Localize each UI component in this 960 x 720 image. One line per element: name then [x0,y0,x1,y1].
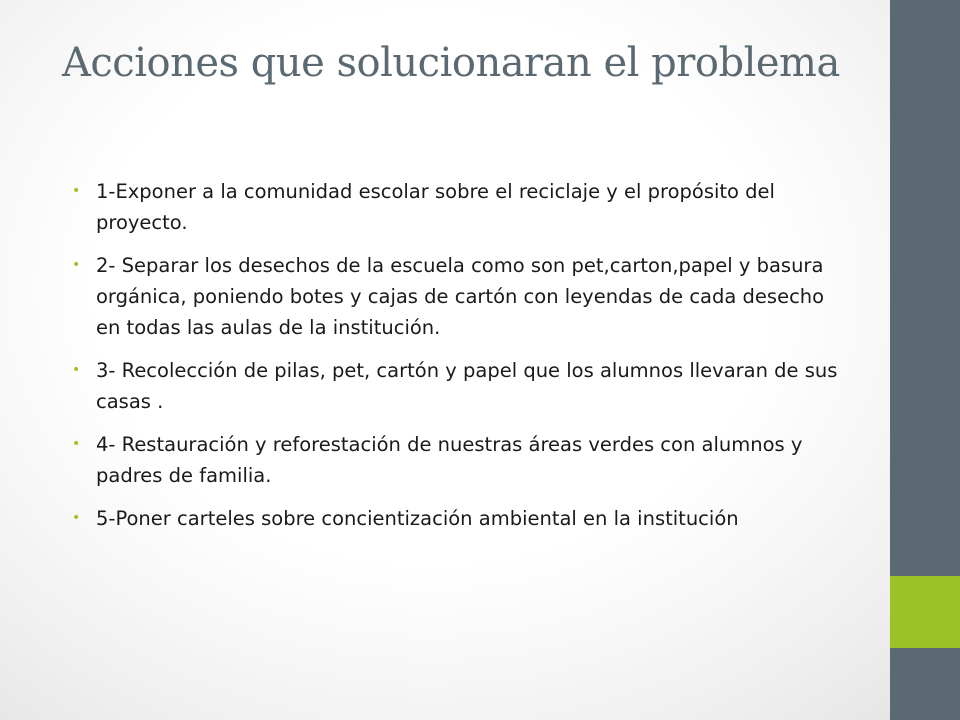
bullet-icon: • [72,362,81,378]
bullet-text: 5-Poner carteles sobre concientización ambiental en la institución [96,507,739,530]
bullet-text: 2- Separar los desechos de la escuela como son pet,carton,papel y basura orgánica, poniendo botes y cajas de cartón con leyendas de cada desecho en todas las aulas de la institución. [96,254,825,339]
bullet-item [72,503,842,534]
decorative-accent-block [890,576,960,648]
slide-title: Acciones que solucionaran el problema [62,40,840,86]
bullet-item [72,429,842,491]
bullet-text: 1-Exponer a la comunidad escolar sobre el reciclaje y el propósito del proyecto. [96,180,775,234]
bullet-list [72,176,842,546]
bullet-icon: • [72,183,81,199]
bullet-icon: • [72,510,81,526]
bullet-icon: • [72,257,81,273]
bullet-text: 4- Restauración y reforestación de nuestras áreas verdes con alumnos y padres de familia. [96,433,803,487]
bullet-item [72,176,842,238]
bullet-text: 3- Recolección de pilas, pet, cartón y papel que los alumnos llevaran de sus casas . [96,359,838,413]
bullet-item [72,250,842,343]
bullet-item [72,355,842,417]
bullet-icon: • [72,436,81,452]
